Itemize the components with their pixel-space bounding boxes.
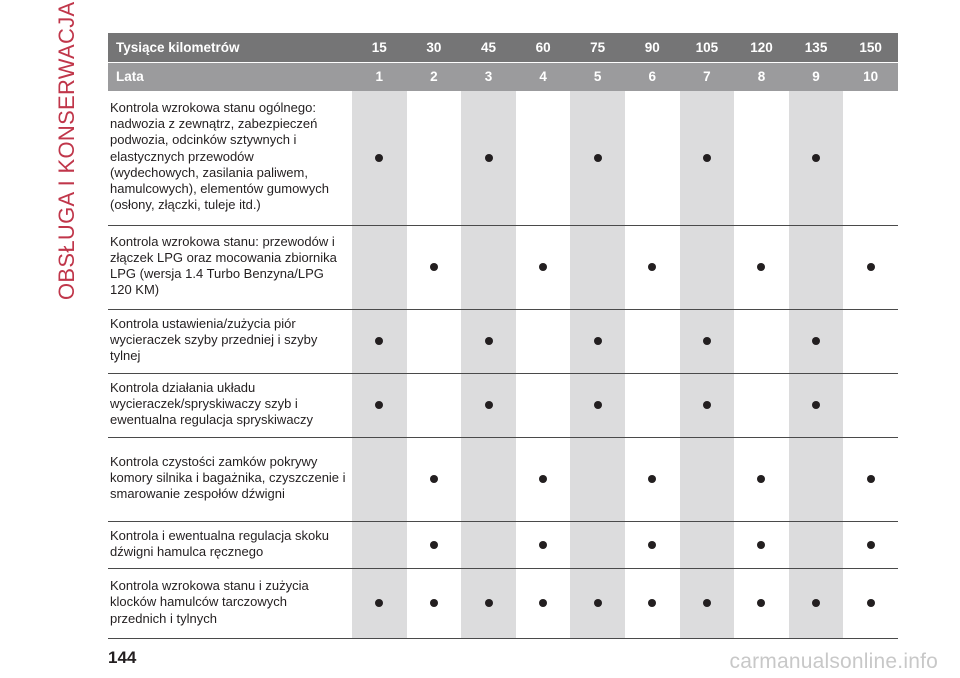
schedule-cell xyxy=(461,225,516,309)
table-row xyxy=(108,225,898,309)
schedule-cell xyxy=(625,437,680,521)
scheduled-dot-icon xyxy=(375,154,383,162)
schedule-cell xyxy=(352,437,407,521)
schedule-cell xyxy=(843,225,898,309)
scheduled-dot-icon xyxy=(648,599,656,607)
schedule-cell xyxy=(734,225,789,309)
schedule-cell xyxy=(352,309,407,373)
scheduled-dot-icon xyxy=(648,263,656,271)
scheduled-dot-icon xyxy=(485,599,493,607)
scheduled-dot-icon xyxy=(539,541,547,549)
scheduled-dot-icon xyxy=(375,599,383,607)
schedule-cell xyxy=(516,225,571,309)
header-year-value: 10 xyxy=(843,62,898,91)
schedule-cell xyxy=(843,521,898,568)
schedule-cell xyxy=(570,91,625,225)
table-row xyxy=(108,373,898,437)
section-title: OBSŁUGA I KONSERWACJA xyxy=(54,1,79,300)
schedule-cell xyxy=(789,437,844,521)
schedule-cell xyxy=(407,437,462,521)
scheduled-dot-icon xyxy=(703,337,711,345)
scheduled-dot-icon xyxy=(485,337,493,345)
schedule-cell xyxy=(407,91,462,225)
schedule-cell xyxy=(516,521,571,568)
header-km-value: 60 xyxy=(516,33,571,62)
schedule-cell xyxy=(516,568,571,638)
schedule-cell xyxy=(789,521,844,568)
schedule-cell xyxy=(461,91,516,225)
header-years-label: Lata xyxy=(108,62,352,91)
schedule-cell xyxy=(407,568,462,638)
schedule-cell xyxy=(680,309,735,373)
header-year-value: 6 xyxy=(625,62,680,91)
header-year-value: 4 xyxy=(516,62,571,91)
header-km-value: 15 xyxy=(352,33,407,62)
schedule-cell xyxy=(680,373,735,437)
schedule-cell xyxy=(625,225,680,309)
scheduled-dot-icon xyxy=(812,337,820,345)
header-km-value: 150 xyxy=(843,33,898,62)
schedule-cell xyxy=(734,309,789,373)
header-km-value: 90 xyxy=(625,33,680,62)
table-row xyxy=(108,309,898,373)
schedule-cell xyxy=(680,521,735,568)
table-row xyxy=(108,568,898,638)
schedule-cell xyxy=(625,373,680,437)
header-year-value: 3 xyxy=(461,62,516,91)
schedule-cell xyxy=(734,91,789,225)
header-year-value: 2 xyxy=(407,62,462,91)
header-km-value: 30 xyxy=(407,33,462,62)
schedule-cell xyxy=(625,521,680,568)
header-year-value: 7 xyxy=(680,62,735,91)
schedule-cell xyxy=(570,437,625,521)
scheduled-dot-icon xyxy=(594,599,602,607)
maintenance-task-label: Kontrola działania układu wycieraczek/spryskiwaczy szyb i ewentualna regulacja spryskiwaczy xyxy=(108,373,352,437)
scheduled-dot-icon xyxy=(867,475,875,483)
schedule-cell xyxy=(734,521,789,568)
header-year-value: 5 xyxy=(570,62,625,91)
schedule-cell xyxy=(570,521,625,568)
scheduled-dot-icon xyxy=(812,599,820,607)
scheduled-dot-icon xyxy=(430,475,438,483)
schedule-cell xyxy=(789,225,844,309)
scheduled-dot-icon xyxy=(648,541,656,549)
schedule-cell xyxy=(461,437,516,521)
scheduled-dot-icon xyxy=(867,263,875,271)
page-number: 144 xyxy=(108,648,137,667)
scheduled-dot-icon xyxy=(430,599,438,607)
scheduled-dot-icon xyxy=(757,599,765,607)
scheduled-dot-icon xyxy=(539,599,547,607)
schedule-cell xyxy=(789,91,844,225)
maintenance-task-label: Kontrola wzrokowa stanu: przewodów i złączek LPG oraz mocowania zbiornika LPG (wersja 1.4 Turbo Benzyna/LPG 120 KM) xyxy=(108,225,352,309)
header-km-value: 105 xyxy=(680,33,735,62)
schedule-cell xyxy=(734,437,789,521)
scheduled-dot-icon xyxy=(539,263,547,271)
schedule-cell xyxy=(407,309,462,373)
schedule-cell xyxy=(570,568,625,638)
scheduled-dot-icon xyxy=(430,263,438,271)
schedule-cell xyxy=(461,309,516,373)
header-kilometers-label: Tysiące kilometrów xyxy=(108,33,352,62)
scheduled-dot-icon xyxy=(594,337,602,345)
schedule-cell xyxy=(352,373,407,437)
schedule-cell xyxy=(461,568,516,638)
schedule-cell xyxy=(680,91,735,225)
schedule-cell xyxy=(570,373,625,437)
header-row-years xyxy=(108,62,898,91)
scheduled-dot-icon xyxy=(539,475,547,483)
schedule-cell xyxy=(680,225,735,309)
schedule-cell xyxy=(789,309,844,373)
watermark-text: carmanualsonline.info xyxy=(729,650,938,673)
schedule-table xyxy=(108,33,898,639)
scheduled-dot-icon xyxy=(867,599,875,607)
maintenance-task-label: Kontrola wzrokowa stanu ogólnego: nadwozia z zewnątrz, zabezpieczeń podwozia, odcinków sztywnych i elastycznych przewodów (wydechowych, zasilania paliwem, hamulcowych), elementów gumowych (osłony, złączki, tuleje itd.) xyxy=(108,91,352,225)
header-year-value: 1 xyxy=(352,62,407,91)
header-km-value: 120 xyxy=(734,33,789,62)
schedule-cell xyxy=(352,91,407,225)
scheduled-dot-icon xyxy=(648,475,656,483)
header-km-value: 45 xyxy=(461,33,516,62)
scheduled-dot-icon xyxy=(867,541,875,549)
schedule-cell xyxy=(625,91,680,225)
maintenance-task-label: Kontrola ustawienia/zużycia piór wycieraczek szyby przedniej i szyby tylnej xyxy=(108,309,352,373)
schedule-cell xyxy=(570,225,625,309)
scheduled-dot-icon xyxy=(485,154,493,162)
maintenance-schedule-table xyxy=(108,33,898,639)
scheduled-dot-icon xyxy=(703,154,711,162)
schedule-cell xyxy=(843,568,898,638)
schedule-cell xyxy=(843,373,898,437)
scheduled-dot-icon xyxy=(757,541,765,549)
schedule-cell xyxy=(789,568,844,638)
scheduled-dot-icon xyxy=(375,337,383,345)
schedule-cell xyxy=(352,568,407,638)
schedule-cell xyxy=(407,521,462,568)
header-year-value: 9 xyxy=(789,62,844,91)
schedule-cell xyxy=(570,309,625,373)
maintenance-task-label: Kontrola wzrokowa stanu i zużycia klocków hamulców tarczowych przednich i tylnych xyxy=(108,568,352,638)
schedule-cell xyxy=(789,373,844,437)
scheduled-dot-icon xyxy=(757,475,765,483)
schedule-cell xyxy=(680,437,735,521)
maintenance-task-label: Kontrola i ewentualna regulacja skoku dźwigni hamulca ręcznego xyxy=(108,521,352,568)
scheduled-dot-icon xyxy=(812,154,820,162)
schedule-cell xyxy=(461,521,516,568)
scheduled-dot-icon xyxy=(430,541,438,549)
schedule-cell xyxy=(625,568,680,638)
schedule-cell xyxy=(625,309,680,373)
schedule-cell xyxy=(516,309,571,373)
table-row xyxy=(108,521,898,568)
schedule-cell xyxy=(843,91,898,225)
scheduled-dot-icon xyxy=(485,401,493,409)
schedule-cell xyxy=(352,521,407,568)
schedule-cell xyxy=(407,373,462,437)
schedule-body xyxy=(108,91,898,638)
header-km-value: 135 xyxy=(789,33,844,62)
schedule-cell xyxy=(461,373,516,437)
scheduled-dot-icon xyxy=(703,599,711,607)
schedule-cell xyxy=(843,437,898,521)
schedule-cell xyxy=(734,373,789,437)
header-year-value: 8 xyxy=(734,62,789,91)
schedule-cell xyxy=(516,373,571,437)
schedule-cell xyxy=(734,568,789,638)
schedule-cell xyxy=(843,309,898,373)
table-row xyxy=(108,91,898,225)
schedule-cell xyxy=(407,225,462,309)
table-row xyxy=(108,437,898,521)
schedule-cell xyxy=(680,568,735,638)
scheduled-dot-icon xyxy=(812,401,820,409)
maintenance-task-label: Kontrola czystości zamków pokrywy komory silnika i bagażnika, czyszczenie i smarowanie zespołów dźwigni xyxy=(108,437,352,521)
schedule-cell xyxy=(516,91,571,225)
scheduled-dot-icon xyxy=(757,263,765,271)
scheduled-dot-icon xyxy=(594,154,602,162)
scheduled-dot-icon xyxy=(375,401,383,409)
schedule-cell xyxy=(352,225,407,309)
scheduled-dot-icon xyxy=(594,401,602,409)
schedule-cell xyxy=(516,437,571,521)
scheduled-dot-icon xyxy=(703,401,711,409)
header-row-kilometers xyxy=(108,33,898,62)
header-km-value: 75 xyxy=(570,33,625,62)
